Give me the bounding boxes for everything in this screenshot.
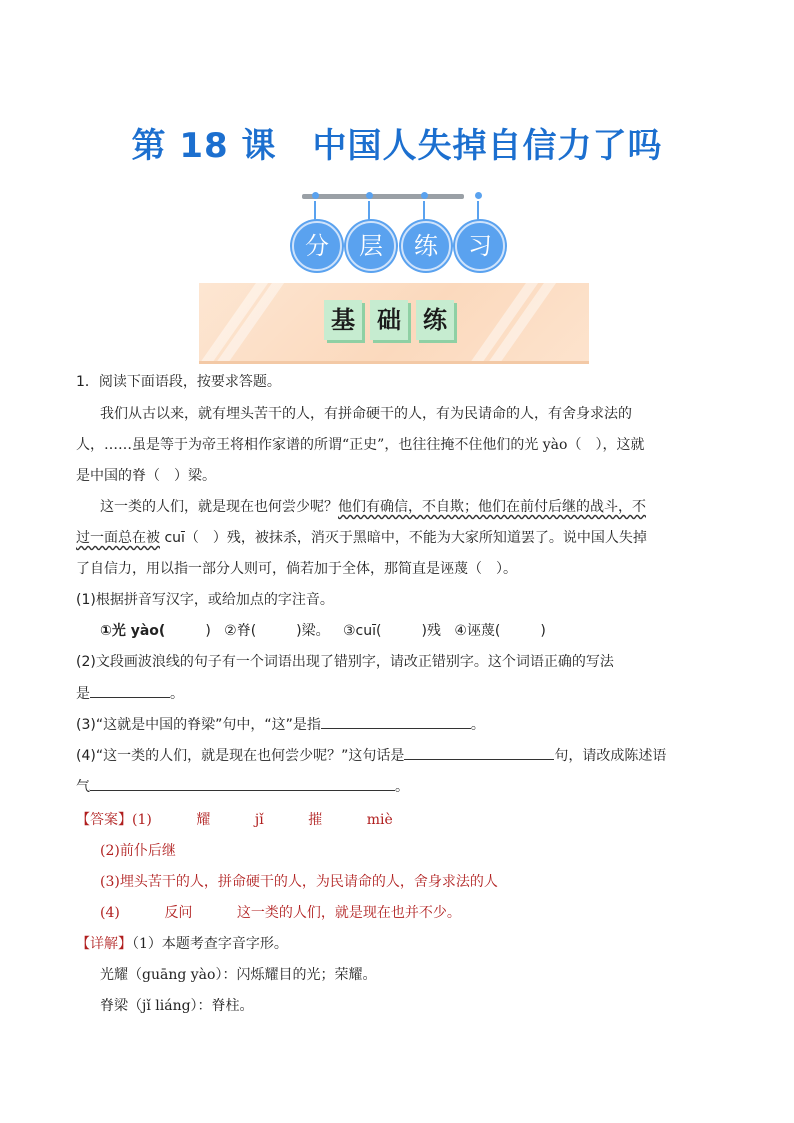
answer-blank[interactable] xyxy=(321,714,471,729)
sub-question-2: (2)文段画波浪线的句子有一个词语出现了错别字，请改正错别字。这个词语正确的写法 xyxy=(76,654,614,670)
sub-question-2-answer: 是 。 xyxy=(76,683,184,704)
answer-label: 【答案】 xyxy=(76,812,132,828)
explain-line: 脊梁（jǐ liáng）：脊柱。 xyxy=(100,998,254,1014)
banner-char-2: 础 xyxy=(370,300,408,340)
section-badge-3: 练 xyxy=(401,221,451,271)
section-badge-2: 层 xyxy=(346,221,396,271)
explain-line: 光耀（guāng yào）：闪烁耀目的光；荣耀。 xyxy=(100,967,377,983)
lesson-name: 中国人失掉自信力了吗 xyxy=(312,126,663,166)
explain-label: 【详解】 xyxy=(76,936,132,952)
passage-line: 是中国的脊（ ）梁。 xyxy=(76,468,216,484)
passage-line: 这一类的人们，就是现在也何尝少呢？他们有确信，不自欺；他们在前付后继的战斗，不 xyxy=(100,499,646,515)
lesson-number: 第 18 课 xyxy=(131,126,277,166)
hanger-bar xyxy=(302,194,464,199)
banner-char-1: 基 xyxy=(324,300,362,340)
wavy-sentence: 他们有确信，不自欺；他们在前付后继的战斗，不 xyxy=(338,499,646,515)
explain-line: 【详解】（1）本题考查字音字形。 xyxy=(76,936,288,952)
sub-question-4-answer: 气 。 xyxy=(76,776,409,797)
answer-blank[interactable] xyxy=(90,776,395,791)
answer-blank[interactable] xyxy=(404,745,554,760)
banner-char-3: 练 xyxy=(416,300,454,340)
section-badge-4: 习 xyxy=(455,221,505,271)
answer-blank[interactable] xyxy=(90,683,170,698)
answer-line: (3)埋头苦干的人，拼命硬干的人，为民请命的人，舍身求法的人 xyxy=(100,874,498,890)
wavy-sentence: 过一面总在被 xyxy=(76,530,160,546)
sub-question-1-items: ①光 yào( ) ②脊( )梁。 ③cuī( )残 ④诬蔑( ) xyxy=(100,623,546,639)
question-stem: 1．阅读下面语段，按要求答题。 xyxy=(76,374,281,390)
section-badge-1: 分 xyxy=(292,221,342,271)
sub-question-4: (4)“这一类的人们，就是现在也何尝少呢？”这句话是 句，请改成陈述语 xyxy=(76,745,666,766)
passage-line: 人，……虽是等于为帝王将相作家谱的所谓“正史”，也往往掩不住他们的光 yào（ ），这就 xyxy=(76,437,645,453)
answer-line: 【答案】(1) 耀 jǐ 摧 miè xyxy=(76,812,393,828)
answer-line: (4) 反问 这一类的人们，就是现在也并不少。 xyxy=(100,905,461,921)
passage-line: 了自信力，用以指一部分人则可，倘若加于全体，那简直是诬蔑（ ）。 xyxy=(76,561,517,577)
passage-line: 过一面总在被 cuī（ ）残，被抹杀，消灭于黑暗中，不能为大家所知道罢了。说中国人失掉 xyxy=(76,530,647,546)
page-title xyxy=(0,118,794,167)
answer-line: (2)前仆后继 xyxy=(100,843,176,859)
sub-question-1: (1)根据拼音写汉字，或给加点的字注音。 xyxy=(76,592,334,608)
passage-line: 我们从古以来，就有埋头苦干的人，有拼命硬干的人，有为民请命的人，有舍身求法的 xyxy=(100,406,632,422)
sub-question-3: (3)“这就是中国的脊梁”句中，“这”是指 。 xyxy=(76,714,485,735)
